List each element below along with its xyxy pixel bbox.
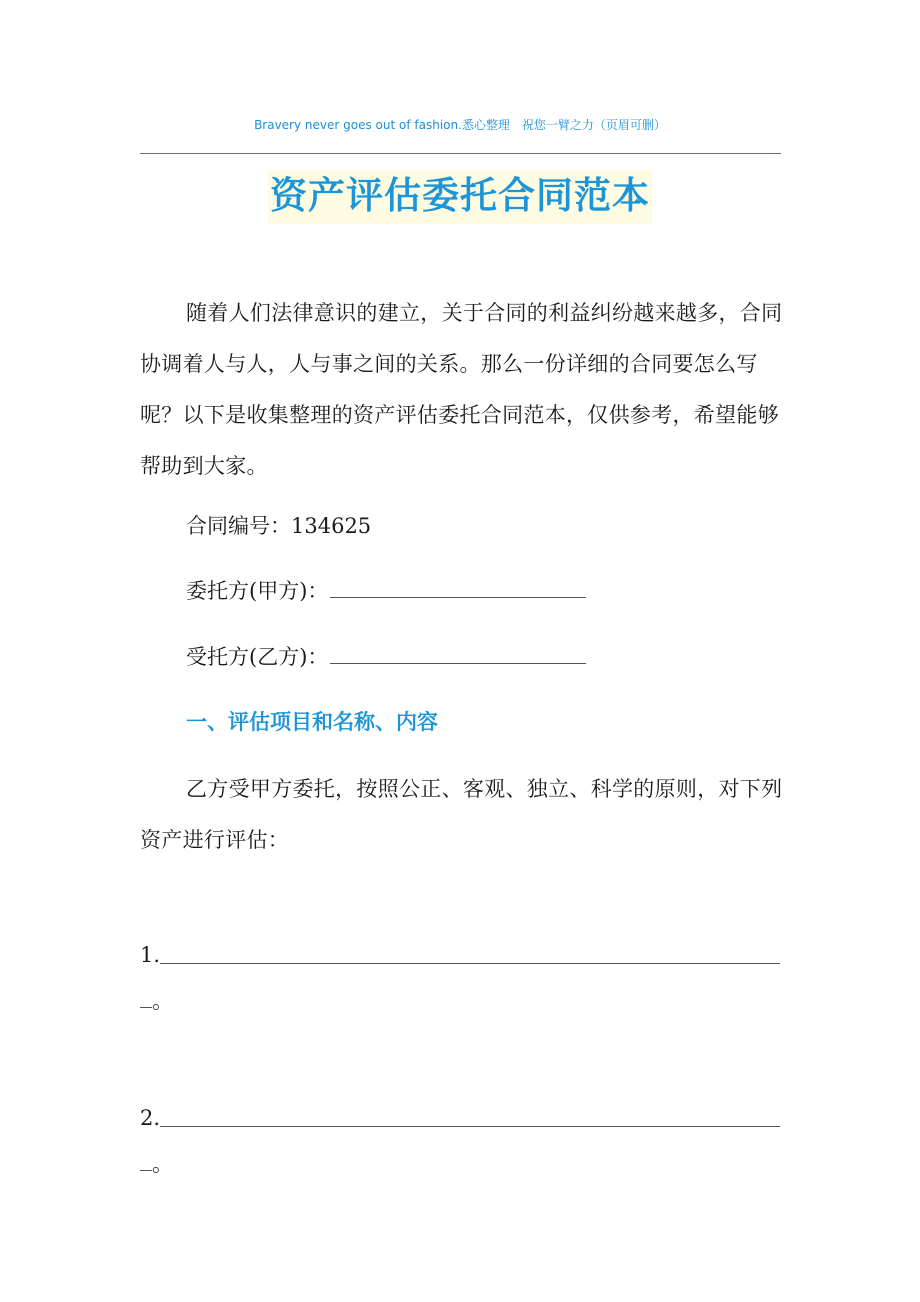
- section-1-body: 乙方受甲方委托，按照公正、客观、独立、科学的原则，对下列资产进行评估：: [140, 777, 783, 852]
- header-divider: [140, 153, 781, 154]
- asset-item-1-number: 1.: [140, 943, 161, 967]
- party-a-label: 委托方(甲方)：: [186, 579, 329, 603]
- asset-item-1-tail-mark: 。: [152, 989, 173, 1013]
- contract-number: 合同编号：134625: [186, 514, 372, 538]
- page-header-text: Bravery never goes out of fashion.悉心整理 祝您一臂之力（页眉可删）: [254, 118, 666, 132]
- asset-item-2: [140, 1103, 780, 1176]
- asset-item-1-blank: [160, 943, 780, 964]
- asset-item-1-row: [140, 940, 780, 970]
- asset-item-2-tail-mark: 。: [152, 1152, 173, 1176]
- party-b-blank: [330, 643, 586, 664]
- asset-item-1-tail-blank: [140, 989, 152, 1008]
- party-b-line: [186, 642, 586, 672]
- party-a-line: [186, 576, 586, 606]
- title-container: [0, 170, 920, 224]
- party-a-blank: [330, 577, 586, 598]
- asset-item-2-tail-blank: [140, 1152, 152, 1171]
- asset-item-1-tail: [140, 986, 173, 1016]
- asset-item-2-number: 2.: [140, 1106, 161, 1130]
- section-1-heading: 一、评估项目和名称、内容: [186, 710, 438, 734]
- asset-item-1: [140, 940, 780, 1013]
- asset-item-2-tail: [140, 1149, 173, 1179]
- party-b-label: 受托方(乙方)：: [186, 645, 329, 669]
- asset-item-2-blank: [160, 1106, 780, 1127]
- document-title: 资产评估委托合同范本: [268, 170, 652, 224]
- asset-item-2-row: [140, 1103, 780, 1133]
- intro-paragraph: 随着人们法律意识的建立，关于合同的利益纠纷越来越多，合同协调着人与人，人与事之间的关系。那么一份详细的合同要怎么写呢？以下是收集整理的资产评估委托合同范本，仅供参考，希望能够帮助到大家。: [140, 301, 783, 478]
